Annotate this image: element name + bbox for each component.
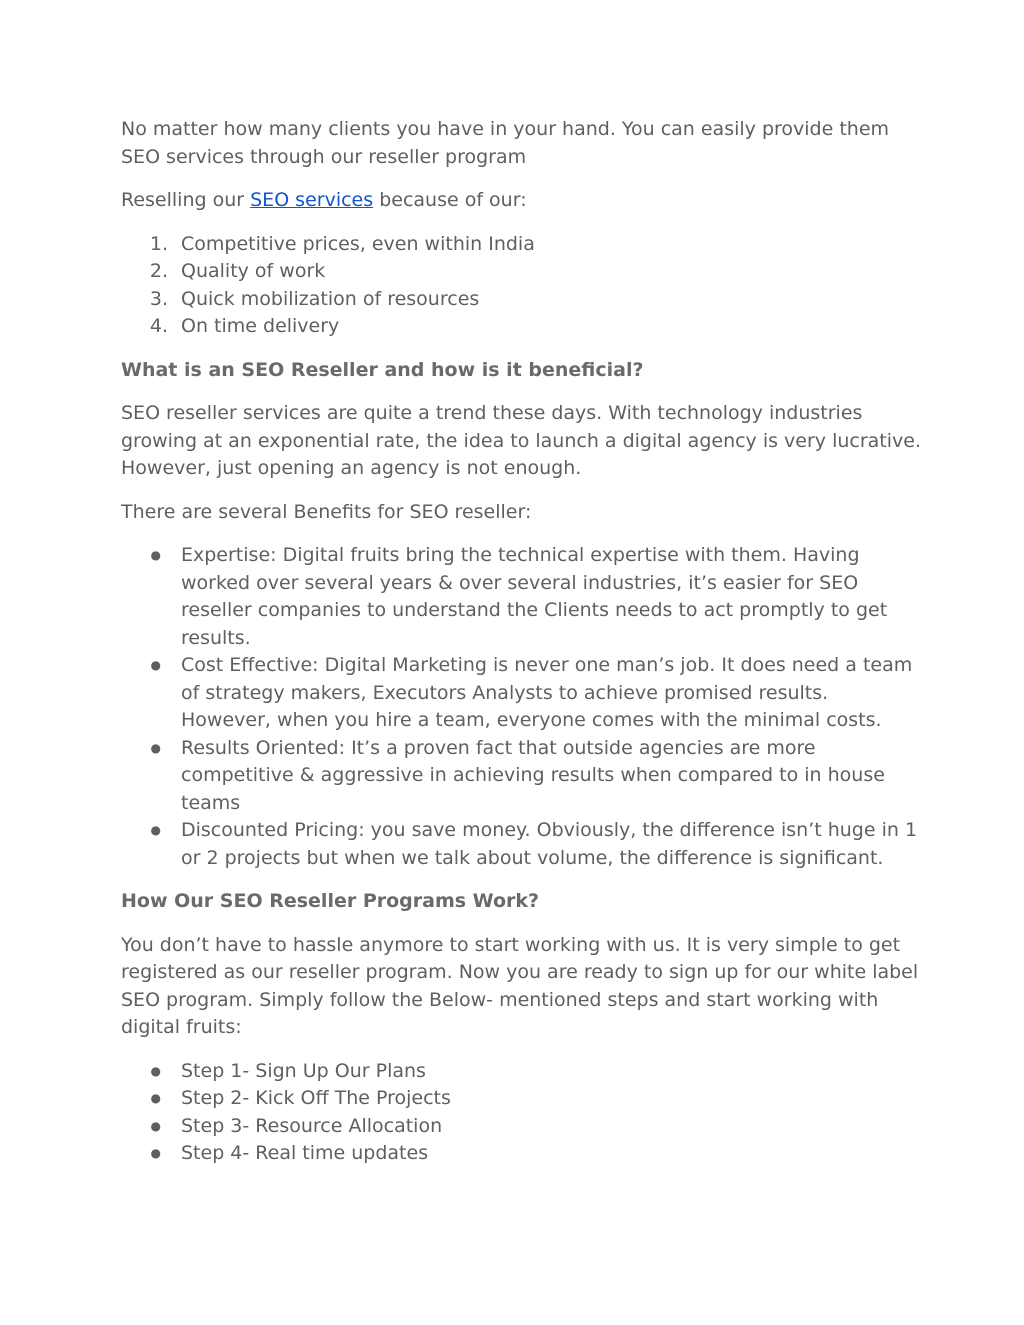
document-page bbox=[121, 116, 921, 1184]
bullet-icon: ● bbox=[150, 1091, 161, 1105]
bullet-icon: ● bbox=[150, 1146, 161, 1160]
list-item-text: Quick mobilization of resources bbox=[181, 287, 480, 310]
list-item-text: Step 3- Resource Allocation bbox=[181, 1114, 443, 1137]
benefits-list bbox=[121, 542, 921, 872]
list-item bbox=[121, 286, 921, 314]
list-item bbox=[121, 1058, 921, 1086]
list-number: 3. bbox=[149, 287, 168, 310]
intro-paragraph: No matter how many clients you have in your hand. You can easily provide them SEO services through our reseller program bbox=[121, 118, 890, 168]
list-item-text: Step 1- Sign Up Our Plans bbox=[181, 1059, 426, 1082]
reasons-list bbox=[121, 231, 921, 341]
section-heading-seo-reseller: What is an SEO Reseller and how is it beneficial? bbox=[121, 358, 644, 381]
list-item bbox=[121, 231, 921, 259]
steps-list bbox=[121, 1058, 921, 1168]
list-item-text: On time delivery bbox=[181, 315, 340, 337]
list-item-text: Competitive prices, even within India bbox=[181, 232, 535, 255]
list-item bbox=[121, 258, 921, 286]
list-item bbox=[121, 817, 921, 872]
list-item bbox=[121, 1140, 921, 1168]
list-item bbox=[121, 313, 921, 341]
reselling-prefix: Reselling our bbox=[121, 189, 251, 211]
reselling-paragraph bbox=[121, 187, 921, 215]
list-item bbox=[121, 652, 921, 735]
list-item bbox=[121, 1113, 921, 1141]
list-number: 2. bbox=[149, 260, 168, 282]
list-number: 1. bbox=[149, 232, 168, 255]
seo-services-link[interactable]: SEO services bbox=[250, 189, 374, 211]
list-item bbox=[121, 542, 921, 652]
reselling-suffix: because of our: bbox=[373, 189, 527, 211]
bullet-icon: ● bbox=[150, 740, 161, 755]
programs-work-paragraph: You don’t have to hassle anymore to start working with us. It is very simple to get registered as our reseller program. Now you are ready to sign up for our white label SEO program. Simply follow the Below- mentioned steps and start working with digital fruits: bbox=[121, 933, 919, 1038]
bullet-icon: ● bbox=[150, 823, 161, 837]
list-item bbox=[121, 735, 921, 818]
list-number: 4. bbox=[149, 315, 168, 337]
list-item bbox=[121, 1085, 921, 1113]
section-heading-programs-work: How Our SEO Reseller Programs Work? bbox=[121, 890, 540, 912]
benefits-intro: There are several Benefits for SEO reseller: bbox=[121, 500, 532, 523]
list-item-text: Quality of work bbox=[181, 260, 326, 282]
list-item-text: Results Oriented: It’s a proven fact that outside agencies are more competitive & aggressive in achieving results when compared to in house teams bbox=[181, 736, 885, 814]
list-item-text: Expertise: Digital fruits bring the technical expertise with them. Having worked over several years & over several industries, it’s easier for SEO reseller companies to understand the Clients needs to act promptly to get results. bbox=[181, 544, 888, 649]
list-item-text: Step 2- Kick Off The Projects bbox=[181, 1087, 451, 1109]
bullet-icon: ● bbox=[150, 548, 161, 562]
seo-reseller-paragraph: SEO reseller services are quite a trend these days. With technology industries growing at an exponential rate, the idea to launch a digital agency is very lucrative. However, just opening an agency is not enough. bbox=[121, 402, 922, 479]
list-item-text: Cost Effective: Digital Marketing is never one man’s job. It does need a team of strategy makers, Executors Analysts to achieve promised results. However, when you hire a team, everyone comes with the minimal costs. bbox=[181, 654, 913, 731]
bullet-icon: ● bbox=[150, 1118, 161, 1133]
bullet-icon: ● bbox=[150, 1063, 161, 1078]
list-item-text: Discounted Pricing: you save money. Obviously, the difference isn’t huge in 1 or 2 projects but when we talk about volume, the difference is significant. bbox=[181, 819, 918, 869]
list-item-text: Step 4- Real time updates bbox=[181, 1142, 429, 1164]
bullet-icon: ● bbox=[150, 658, 161, 672]
